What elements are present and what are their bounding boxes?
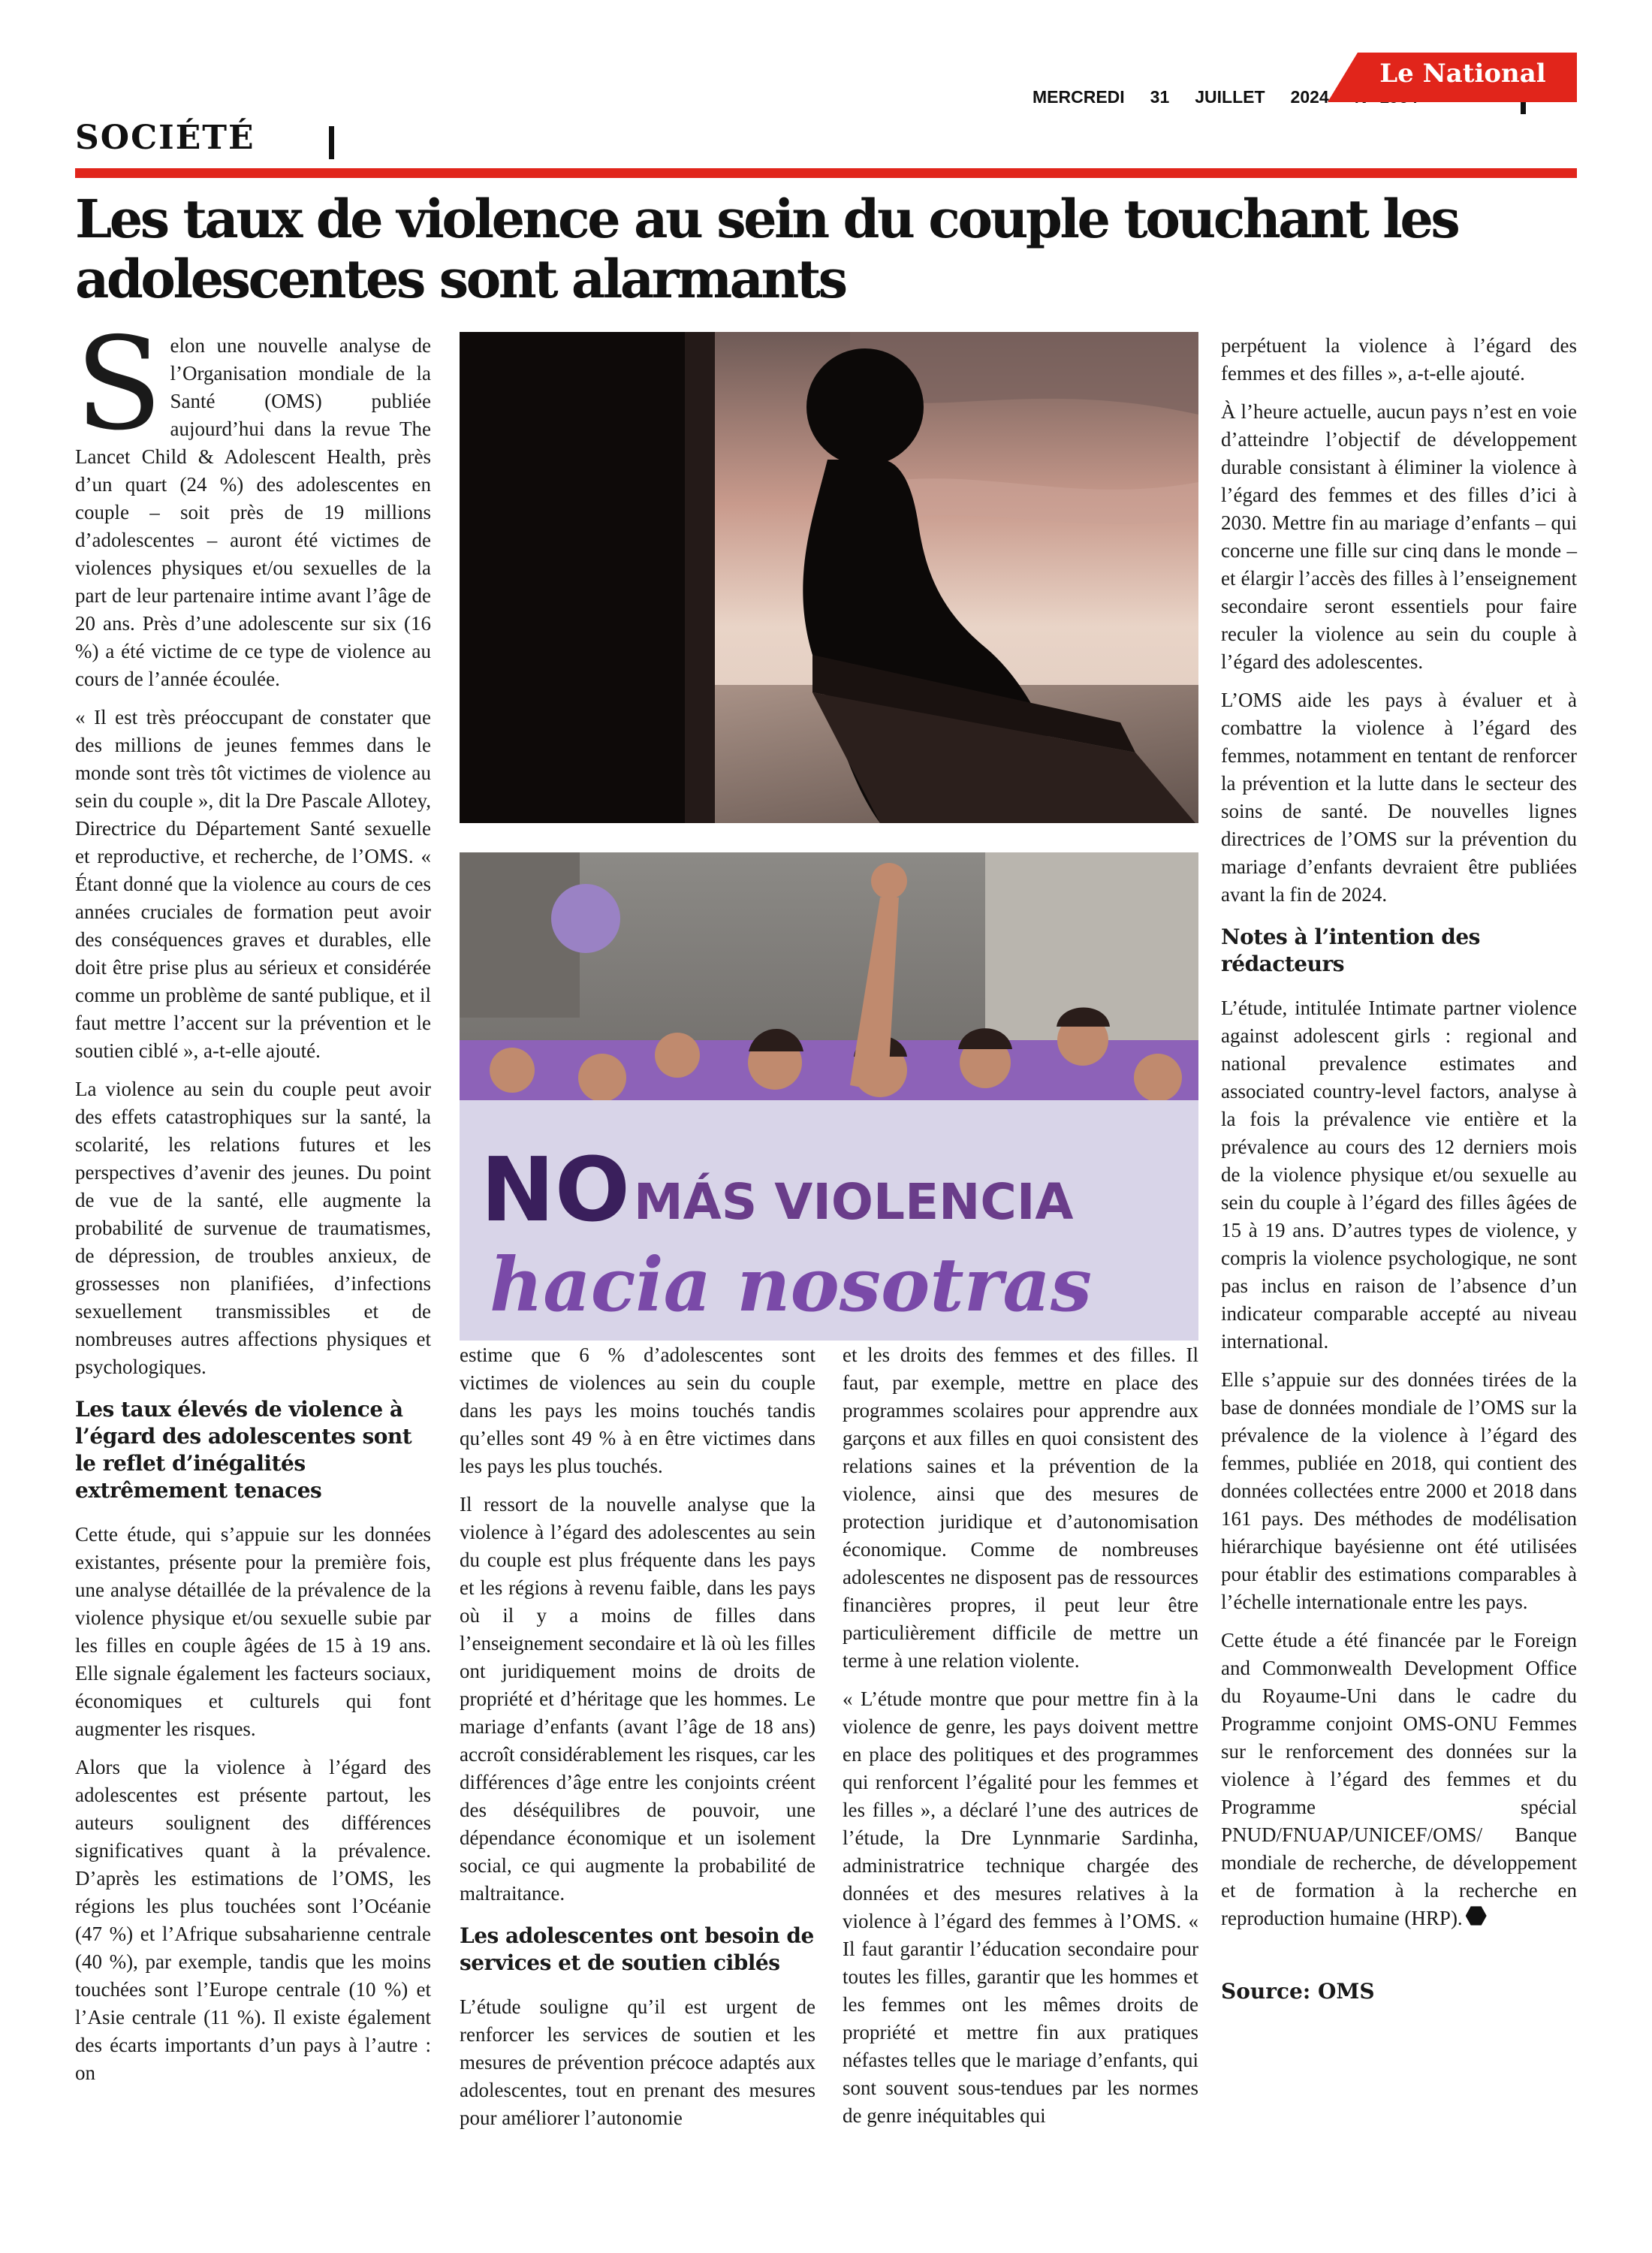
section-divider xyxy=(329,126,334,159)
article-column-3 xyxy=(843,1341,1198,2140)
paragraph: La violence au sein du couple peut avoir des effets catastrophiques sur la santé, la scolarité, les relations futures et les perspectives d’avenir des jeunes. Du point de vue de la santé, elle augmente la probabilité de survenue de traumatismes, de dépression, de troubles anxieux, de grossesses non planifiées, d’infections sexuellement transmissibles et de nombreuses autres affections physiques et psychologiques. xyxy=(75,1078,431,1378)
paragraph: estime que 6 % d’adolescentes sont victimes de violences au sein du couple dans les pays les moins touchés tandis qu’elles sont 49 % à en être victimes dans les pays les plus touchés. xyxy=(460,1344,815,1477)
paragraph xyxy=(75,310,431,693)
subheading: Notes à l’intention des rédacteurs xyxy=(1221,924,1480,976)
paragraph: et les droits des femmes et des filles. Il faut, par exemple, mettre en place des programmes scolaires pour apprendre aux garçons et aux filles en quoi consistent des relations saines et la prévention de la violence, ainsi que des mesures de protection juridique et d’autonomisation économique. Comme de nombreuses adolescentes ne disposent pas de ressources financières propres, il peut leur être particulièrement difficile de mettre un terme à une relation violente. xyxy=(843,1344,1198,1672)
header-rule xyxy=(75,168,1577,178)
paragraph-text: elon une nouvelle analyse de l’Organisation mondiale de la Santé (OMS) publiée aujourd’hui dans la revue The Lancet Child & Adolescent Health, près d’un quart (24 %) des adolescentes en couple – soit près de 19 millions d’adolescentes – auront été victimes de violences physiques et/ou sexuelles de la part de leur partenaire intime avant l’âge de 20 ans. Près d’une adolescente sur six (16 %) a été victime de ce type de violence au cours de l’année écoulée. xyxy=(75,334,431,690)
end-of-article-icon xyxy=(1466,1905,1487,1926)
banner-hacia-nosotras: hacia nosotras xyxy=(490,1242,1092,1329)
subheading: Les taux élevés de violence à l’égard des adolescentes sont le reflet d’inégalités extrêmement tenaces xyxy=(75,1397,412,1503)
weekday: MERCREDI xyxy=(1032,87,1125,107)
article-source: Source: OMS xyxy=(1221,1979,1375,2004)
paragraph: Alors que la violence à l’égard des adolescentes est présente partout, les auteurs soulignent des différences significatives quant à la prévalence. D’après les estimations de l’OMS, les régions les plus touchées sont l’Océanie (47 %) et l’Afrique subsaharienne centrale (40 %), par exemple, tandis que les moins touchées sont l’Europe centrale (10 %) et l’Asie centrale (11 %). Il existe également des écarts importants d’un pays à l’autre : on xyxy=(75,1756,431,2084)
paragraph: « L’étude montre que pour mettre fin à la violence de genre, les pays doivent mettre en place des politiques et des programmes qui renforcent l’égalité pour les femmes et les filles », a déclaré l’une des autrices de l’étude, la Dre Lynnmarie Sardinha, administratrice technique chargée des données et des mesures relatives à la violence à l’égard des femmes à l’OMS. « Il faut garantir l’éducation secondaire pour toutes les filles, garantir que les hommes et les femmes ont les mêmes droits de propriété et mettre fin aux pratiques néfastes telles que le mariage d’enfants, qui sont souvent sous-tendues par les normes de genre inéquitables qui xyxy=(843,1687,1198,2127)
paragraph: L’étude, intitulée Intimate partner violence against adolescent girls : regional and national prevalence estimates and associated country-level factors, analyse à la fois la prévalence vie entière et la prévalence au cours des 12 derniers mois de la violence physique et/ou sexuelle au sein du couple à l’égard des filles âgées de 15 à 19 ans. D’autres types de violence, y compris la violence psychologique, ne sont pas inclus en raison de l’absence d’un indicateur comparable accepté au niveau international. xyxy=(1221,997,1577,1353)
article-column-1 xyxy=(75,310,431,2098)
photo-silhouette xyxy=(460,332,1198,823)
article-headline: Les taux de violence au sein du couple touchant les adolescentes sont alarmants xyxy=(75,188,1458,310)
month: JUILLET xyxy=(1195,87,1265,107)
banner-mas-violencia: MÁS VIOLENCIA xyxy=(634,1173,1074,1231)
article-column-2 xyxy=(460,1341,815,2143)
paragraph: perpétuent la violence à l’égard des femmes et des filles », a-t-elle ajouté. xyxy=(1221,334,1577,385)
march-image xyxy=(460,852,1198,1341)
silhouette-image xyxy=(460,332,1198,823)
paragraph: L’OMS aide les pays à évaluer et à combattre la violence à l’égard des femmes, notamment en tentant de renforcer la prévention et la lutte dans le secteur des soins de santé. De nouvelles lignes directrices de l’OMS sur la prévention du mariage d’enfants devraient être publiées avant la fin de 2024. xyxy=(1221,689,1577,906)
paragraph-text: Cette étude a été financée par le Foreign and Commonwealth Development Office du Royaume-Uni dans le cadre du Programme conjoint OMS-ONU Femmes sur le renforcement des données sur la violence à l’égard des femmes et du Programme spécial PNUD/FNUAP/UNICEF/OMS/ Banque mondiale de recherche, de développement et de formation à la recherche en reproduction humaine (HRP). xyxy=(1221,1629,1577,1929)
paragraph: Elle s’appuie sur des données tirées de la base de données mondiale de l’OMS sur la prévalence de la violence à l’égard des femmes, publiée en 2018, qui contient des données collectées entre 2000 et 2018 dans 161 pays. Des méthodes de modélisation hiérarchique bayésienne ont été utilisées pour établir des estimations comparables à l’échelle internationale entre les pays. xyxy=(1221,1368,1577,1613)
brand-name: Le National xyxy=(1379,59,1546,89)
section-label: SOCIÉTÉ xyxy=(75,119,255,157)
paragraph: L’étude souligne qu’il est urgent de renforcer les services de soutien et les mesures de prévention précoce adaptés aux adolescentes, tout en prenant des mesures pour améliorer l’autonomie xyxy=(460,1995,815,2129)
year: 2024 xyxy=(1290,87,1329,107)
banner-no: NO xyxy=(481,1138,631,1241)
paragraph: À l’heure actuelle, aucun pays n’est en voie d’atteindre l’objectif de développement durable consistant à éliminer la violence à l’égard des femmes et des filles d’ici à 2030. Mettre fin au mariage d’enfants – qui concerne une fille sur cinq dans le monde – et élargir l’accès des filles à l’enseignement secondaire seront essentiels pour faire reculer la violence au sein du couple à l’égard des adolescentes. xyxy=(1221,400,1577,673)
subheading: Les adolescentes ont besoin de services et de soutien ciblés xyxy=(460,1923,814,1975)
paragraph: Il ressort de la nouvelle analyse que la violence à l’égard des adolescentes au sein du couple est plus fréquente dans les pays et les régions à revenu faible, dans les pays où il y a moins de filles dans l’enseignement secondaire et là où les filles ont juridiquement moins de droits de propriété et d’héritage que les hommes. Le mariage d’enfants (avant l’âge de 18 ans) accroît considérablement les risques, car les différences d’âge entre les conjoints créent des déséquilibres de pouvoir, une dépendance économique et un isolement social, ce qui augmente la probabilité de maltraitance. xyxy=(460,1493,815,1905)
paragraph: « Il est très préoccupant de constater que des millions de jeunes femmes dans le monde sont très tôt victimes de violence au sein du couple », dit la Dre Pascale Allotey, Directrice du Département Santé sexuelle et reproductive, et recherche, de l’OMS. « Étant donné que la violence au cours de ces années cruciales de formation peut avoir des conséquences graves et durables, elle doit être prise plus au sérieux et considérée comme un problème de santé publique, et il faut mettre l’accent sur la prévention et le soutien ciblé », a-t-elle ajouté. xyxy=(75,706,431,1062)
day: 31 xyxy=(1150,87,1170,107)
drop-cap: S xyxy=(75,310,163,459)
paragraph xyxy=(1221,1627,1577,1932)
article-column-4 xyxy=(1221,332,1577,2005)
photo-march xyxy=(460,852,1198,1341)
paragraph: Cette étude, qui s’appuie sur les données existantes, présente pour la première fois, une analyse détaillée de la prévalence de la violence physique et/ou sexuelle subie par les filles en couple âgées de 15 à 19 ans. Elle signale également les facteurs sociaux, économiques et culturels qui font augmenter les risques. xyxy=(75,1523,431,1740)
